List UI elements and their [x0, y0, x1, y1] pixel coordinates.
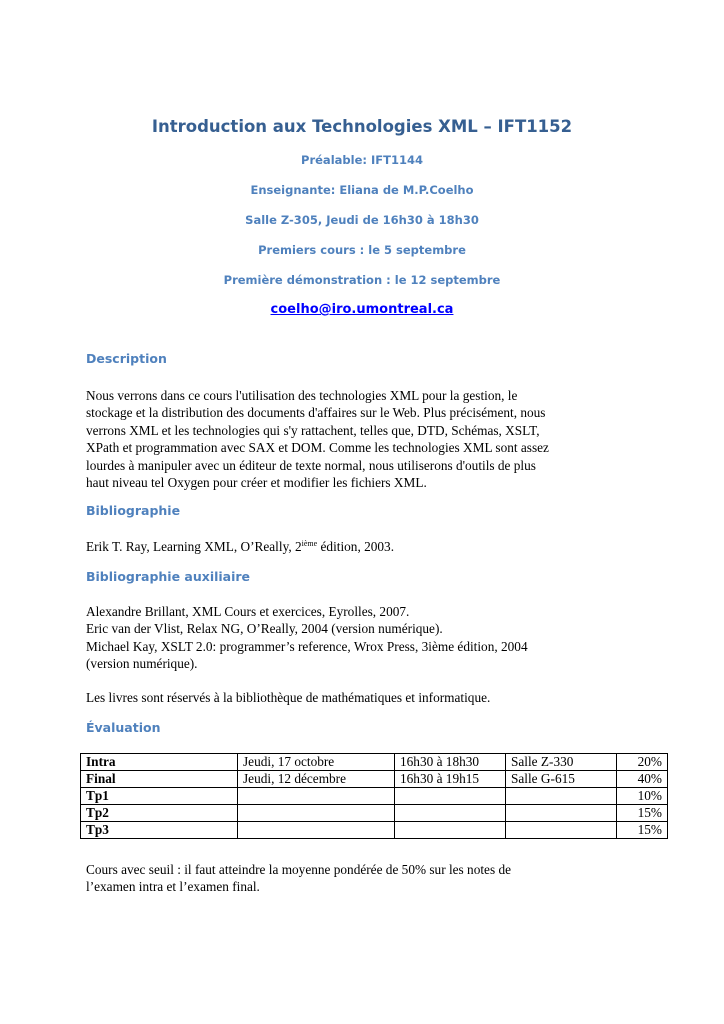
table-cell — [506, 805, 617, 822]
bibliography-entry-tail: édition, 2003. — [317, 539, 395, 554]
aux-bibliography-line: Michael Kay, XSLT 2.0: programmer’s reference, Wrox Press, 3ième édition, 2004 — [86, 638, 528, 654]
table-cell: 16h30 à 19h15 — [395, 771, 506, 788]
teacher: Enseignante: Eliana de M.P.Coelho — [250, 183, 474, 197]
table-cell: 20% — [617, 754, 668, 771]
email-link[interactable]: coelho@iro.umontreal.ca — [270, 302, 454, 317]
table-cell: Salle G-615 — [506, 771, 617, 788]
description-line: haut niveau tel Oxygen pour créer et modifier les fichiers XML. — [86, 475, 427, 491]
table-cell: Intra — [81, 754, 238, 771]
evaluation-heading: Évaluation — [86, 720, 161, 735]
description-text — [86, 387, 638, 491]
room-schedule: Salle Z-305, Jeudi de 16h30 à 18h30 — [245, 213, 479, 227]
table-row — [81, 788, 668, 805]
table-row — [81, 822, 668, 839]
table-cell — [395, 788, 506, 805]
table-cell: 40% — [617, 771, 668, 788]
aux-bibliography-line: (version numérique). — [86, 656, 198, 672]
description-line: lourdes à manipuler avec un éditeur de texte normal, nous utiliserons d'outils de plus — [86, 457, 536, 473]
table-cell: 15% — [617, 822, 668, 839]
table-cell: Jeudi, 12 décembre — [238, 771, 395, 788]
table-cell — [238, 788, 395, 805]
aux-bibliography-line: Eric van der Vlist, Relax NG, O’Really, 2004 (version numérique). — [86, 621, 443, 637]
aux-bibliography-heading: Bibliographie auxiliaire — [86, 569, 251, 584]
table-cell: Salle Z-330 — [506, 754, 617, 771]
table-row — [81, 754, 668, 771]
description-line: Nous verrons dans ce cours l'utilisation des technologies XML pour la gestion, le — [86, 388, 518, 403]
table-cell: 16h30 à 18h30 — [395, 754, 506, 771]
table-cell: Tp1 — [81, 788, 238, 805]
table-cell: Final — [81, 771, 238, 788]
first-class-date: Premiers cours : le 5 septembre — [258, 243, 466, 257]
description-line: stockage et la distribution des documents d'affaires sur le Web. Plus précisément, nous — [86, 405, 546, 421]
aux-bibliography-line: Alexandre Brillant, XML Cours et exercices, Eyrolles, 2007. — [86, 604, 410, 619]
table-row — [81, 771, 668, 788]
table-cell: Tp2 — [81, 805, 238, 822]
table-cell: Jeudi, 17 octobre — [238, 754, 395, 771]
table-cell — [238, 805, 395, 822]
table-cell: 15% — [617, 805, 668, 822]
threshold-note — [86, 861, 638, 896]
bibliography-entry-text: Erik T. Ray, Learning XML, O’Really, 2 — [86, 539, 302, 554]
bibliography-heading: Bibliographie — [86, 503, 181, 518]
table-cell — [395, 805, 506, 822]
course-title: Introduction aux Technologies XML – IFT1152 — [151, 117, 573, 136]
description-heading: Description — [86, 351, 167, 366]
prerequisite: Préalable: IFT1144 — [301, 153, 423, 167]
bibliography-entry — [86, 538, 638, 555]
table-cell — [238, 822, 395, 839]
aux-bibliography-list — [86, 603, 638, 673]
table-cell: Tp3 — [81, 822, 238, 839]
description-line: XPath et programmation avec SAX et DOM. Comme les technologies XML sont assez — [86, 440, 549, 456]
threshold-note-line: Cours avec seuil : il faut atteindre la moyenne pondérée de 50% sur les notes de — [86, 862, 511, 877]
first-demo-date: Première démonstration : le 12 septembre — [223, 273, 501, 287]
bibliography-entry-sup: ième — [301, 539, 318, 548]
table-row — [81, 805, 668, 822]
table-cell — [395, 822, 506, 839]
table-cell — [506, 822, 617, 839]
threshold-note-line: l’examen intra et l’examen final. — [86, 879, 260, 895]
evaluation-table — [80, 753, 668, 839]
table-cell: 10% — [617, 788, 668, 805]
description-line: verrons XML et les technologies qui s'y rattachent, telles que, DTD, Schémas, XSLT, — [86, 422, 540, 438]
table-cell — [506, 788, 617, 805]
library-note: Les livres sont réservés à la bibliothèque de mathématiques et informatique. — [86, 690, 491, 705]
